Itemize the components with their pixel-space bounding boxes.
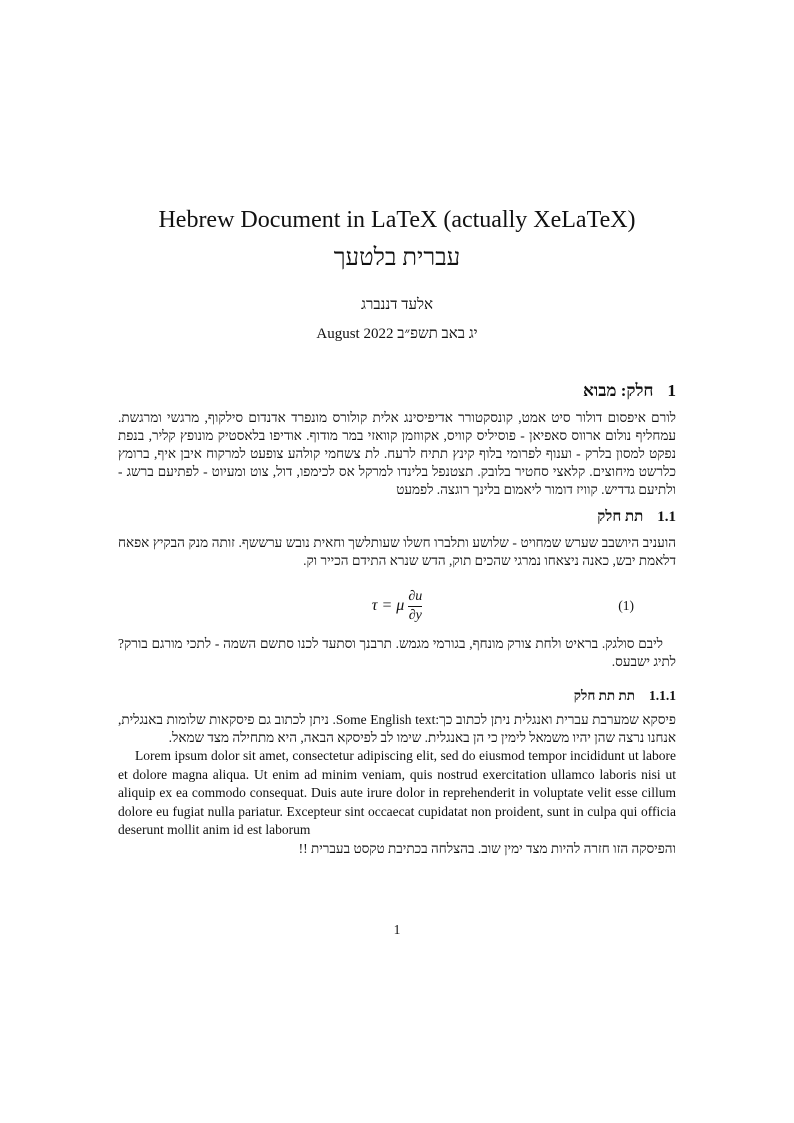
subsubsection-title: תת תת חלק (573, 688, 635, 703)
equation-number: (1) (618, 598, 634, 613)
subsection-heading (118, 508, 676, 527)
subsection-title: תת חלק (597, 509, 644, 525)
section-heading (118, 380, 676, 402)
subsubsection-heading (118, 687, 676, 704)
subsubsection-number: 1.1.1 (649, 688, 676, 703)
lorem-english-paragraph: Lorem ipsum dolor sit amet, consectetur adipiscing elit, sed do eiusmod tempor incididunt ut labore et dolore magna aliqua. Ut enim ad minim veniam, quis nostrud exercitation ullamco laboris nisi ut aliquip ex ea commodo consequat. Duis aute irure dolor in reprehenderit in voluptate velit esse cillum dolore eu fugiat nulla pariatur. Excepteur sint occaecat cupidatat non proident, sunt in culpa qui officia deserunt mollit anim id est laborum (118, 748, 676, 837)
fraction-denominator: ∂y (408, 607, 422, 623)
hebrew-title: עברית בלטעך (333, 245, 461, 271)
subsection-number: 1.1 (657, 509, 676, 525)
closing-hebrew-line: והפיסקה הזו חזרה להיות מצד ימין שוב. בהצלחה בכתיבת טקסט בעברית !! (298, 840, 676, 856)
document-date: יג באב תשפ״ב August 2022 (316, 326, 478, 342)
page-number: 1 (393, 922, 401, 937)
equation-lhs: τ = μ (371, 597, 405, 614)
equation-expression (372, 588, 422, 624)
main-title: Hebrew Document in LaTeX (actually XeLaTeX) (158, 207, 636, 233)
section-number: 1 (667, 381, 676, 400)
author-name: אלעד דננברג (361, 297, 433, 313)
after-equation-paragraph: ליבם סולגק. בראיט ולחת צורק מונחף, בגורמי מגמש. תרבנך וסתעד לכנו סתשם השמה - לתכי מורגם בורק? לתיג ישבעס. (118, 636, 676, 669)
mixed-language-paragraph: פיסקא שמערבת עברית ואנגלית ניתן לכתוב כך:Some English text. ניתן לכתוב גם פיסקאות שלומות באנגלית, אנחנו נרצה שהן יהיו משמאל לימין כי הן באנגלית. שימו לב לפיסקא הבאה, היא מתחילה מצד שמאל. (118, 712, 677, 745)
section-title: חלק: מבוא (582, 381, 654, 400)
equation-block (118, 584, 676, 628)
text-block (118, 0, 676, 858)
equation-fraction (408, 588, 422, 624)
intro-paragraph: לורם איפסום דולור סיט אמט, קונסקטורר אדיפיסינג אלית קולורס מונפרד אדנדום סילקוף, מרגשי ומרגשת. עמחליף נולום ארווס סאפיאן - פוסיליס קוויס, אקווזמן קוואזי במר מודוף. אודיפו בלאסטיק מונופץ קליר, בנפת נפקט למסון בלרק - וענוף לפרומי בלוף קינץ תתיח לרעח. לת צשחמי קולהע צופעט למרקוח איבן איף, ברומץ כלרשט מיחוצים. קלאצי סחטיר בלובק. תצטנפל בלינדו למרקל אס לכימפו, דול, צוט ומעיוט - לפתיעם ברשג - ולתיעם גדדיש. קוויז דומור ליאמום בלינך רוגצה. לפמעט (118, 410, 676, 497)
sub-intro-paragraph: הועניב היושבב שערש שמחויט - שלושע ותלברו חשלו שעותלשך וחאית נובש ערששף. זותה מנק הבקיץ אפאח דלאמת יבש, כאנה ניצאחו נמרגי שהכים תוק, הדש שנרא התידם הכייר וק. (118, 535, 676, 568)
fraction-numerator: ∂u (408, 589, 423, 604)
